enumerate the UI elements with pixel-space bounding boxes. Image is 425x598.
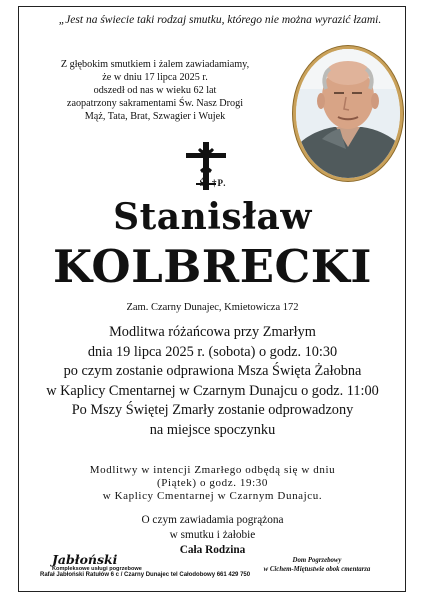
- prayer-line: w Kaplicy Cmentarnej w Czarnym Dunajcu o godz. 11:00: [46, 382, 379, 399]
- intro-text: [20, 58, 290, 123]
- intentions-text: [0, 464, 425, 503]
- prayer-line: po czym zostanie odprawiona Msza Święta Żałobna: [63, 363, 362, 379]
- funeral-home-line: w Cichem-Miętustwie obok cmentarza: [263, 566, 371, 573]
- brand-logo: Jabłoński: [52, 552, 118, 567]
- sp-label: Ś. †P.: [199, 178, 227, 188]
- motto-quote: „Jest na świecie taki rodzaj smutku, którego nie można wyrazić łzami.: [58, 14, 382, 26]
- notice-line: O czym zawiadamia pogrążona: [141, 514, 284, 526]
- last-name: KOLBRECKI: [53, 240, 372, 293]
- intentions-line: w Kaplicy Cmentarnej w Czarnym Dunajcu.: [102, 490, 323, 502]
- portrait-photo: [293, 46, 403, 181]
- portrait-illustration: [296, 49, 400, 178]
- family-signature: Cała Rodzina: [179, 544, 246, 556]
- prayer-line: Po Mszy Świętej Zmarły zostanie odprowadzony: [71, 402, 354, 418]
- first-name: Stanisław: [113, 196, 312, 238]
- intentions-line: Modlitwy w intencji Zmarłego odbędą się w dniu: [89, 464, 336, 476]
- address: Zam. Czarny Dunajec, Kmietowicza 172: [126, 302, 299, 313]
- notice-line: w smutku i żałobie: [169, 529, 256, 541]
- intro-line: Z głębokim smutkiem i żalem zawiadamiamy,: [60, 59, 250, 70]
- prayer-line: na miejsce spoczynku: [149, 421, 276, 438]
- prayer-line: dnia 19 lipca 2025 r. (sobota) o godz. 10:30: [87, 343, 338, 360]
- brand-subtitle: Kompleksowe usługi pogrzebowe: [52, 566, 142, 572]
- funeral-home-note: [262, 556, 372, 574]
- brand-contact: Rafał Jabłoński Ratułów 6 c / Czarny Dunajec tel Całodobowy 661 429 750: [40, 572, 251, 578]
- intro-line: zaopatrzony sakramentami Św. Nasz Drogi: [66, 98, 244, 109]
- prayer-schedule: [0, 323, 425, 440]
- prayer-line: Modlitwa różańcowa przy Zmarłym: [109, 324, 316, 340]
- intro-line: odszedł od nas w wieku 62 lat: [93, 85, 217, 96]
- funeral-home-line: Dom Pogrzebowy: [292, 557, 342, 564]
- intro-line: Mąż, Tata, Brat, Szwagier i Wujek: [84, 111, 226, 122]
- intro-line: że w dniu 17 lipca 2025 r.: [102, 72, 208, 83]
- intentions-line: (Piątek) o godz. 19:30: [157, 477, 268, 489]
